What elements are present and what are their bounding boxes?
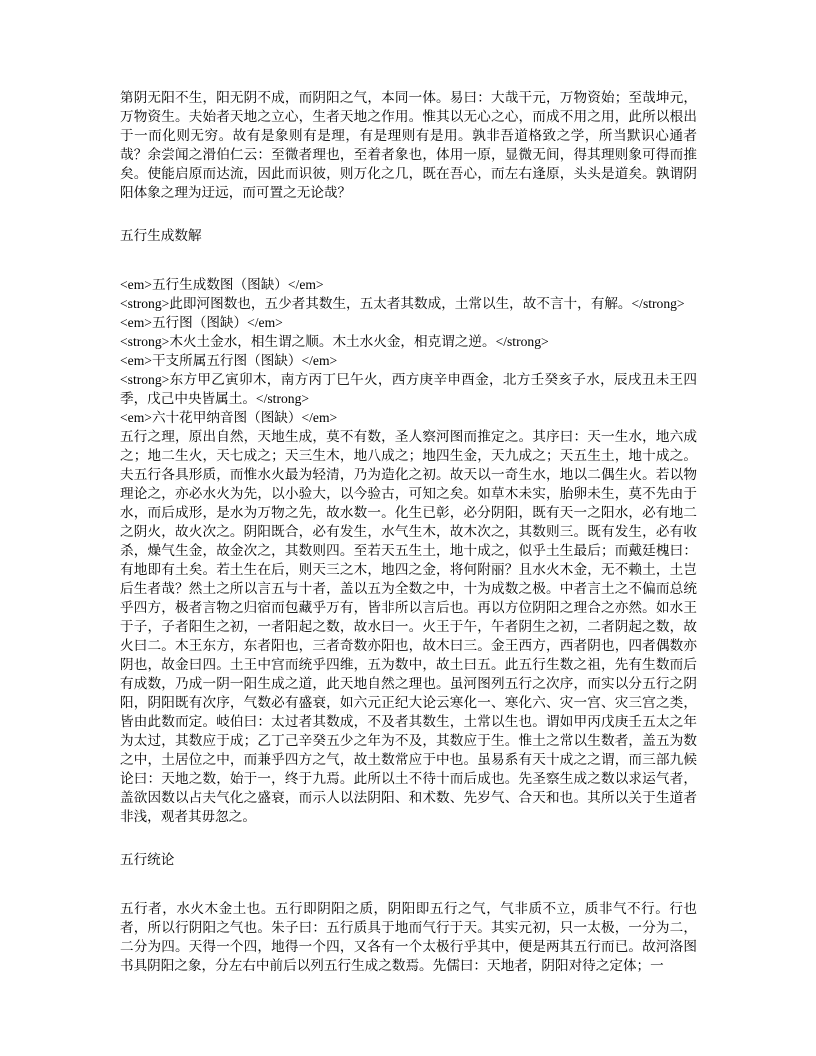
figure-caption-line: <em>五行生成数图（图缺）</em> bbox=[120, 277, 324, 292]
paragraph-wuxing-shengchengshu: 五行之理，原出自然，天地生成，莫不有数，圣人察河图而推定之。其序曰：天一生水，地六成之；地二生火，天七成之；天三生木，地八成之；地四生金，天九成之；天五生土，地十成之。夫五行各具形质，而惟水火最为轻清，乃为造化之初。故天以一奇生水，地以二偶生火。若以物理论之，亦必水火为先，以小验大，以今验古，可知之矣。如草木未实，胎卵未生，莫不先由于水，而后成形，是水为万物之先，故水数一。化生已彰，必分阴阳，既有天一之阳水，必有地二之阴火，故火次之。阴阳既合，必有发生，水气生木，故木次之，其数则三。既有发生，必有收杀，燥气生金，故金次之，其数则四。至若天五生土，地十成之，似乎土生最后；而戴廷槐曰：有地即有土矣。若土生在后，则天三之木，地四之金，将何附丽？且水火木金，无不赖土，土岂后生者哉？然土之所以言五与十者，盖以五为全数之中，十为成数之极。中者言土之不偏而总统乎四方，极者言物之归宿而包藏乎万有，皆非所以言后也。再以方位阴阳之理合之亦然。如水王于子，子者阳生之初，一者阳起之数，故水曰一。火王于午，午者阴生之初，二者阴起之数，故火曰二。木王东方，东者阳也，三者奇数亦阳也，故木曰三。金王西方，西者阴也，四者偶数亦阴也，故金曰四。土王中宫而统乎四维，五为数中，故土曰五。此五行生数之祖，先有生数而后有成数，乃成一阴一阳生成之道，此天地自然之理也。虽河图列五行之次序，而实以分五行之阴阳，阴阳既有次序，气数必有盛衰，如六元正纪大论云寒化一、寒化六、灾一宫、灾三宫之类，皆由此数而定。岐伯曰：太过者其数成，不及者其数生，土常以生也。谓如甲丙戊庚壬五太之年为太过，其数应于成；乙丁己辛癸五少之年为不及，其数应于生。惟土之常以生数者，盖五为数之中，土居位之中，而兼乎四方之气，故土数常应于中也。虽易系有天十成之之谓，而三部九候论曰：天地之数，始于一，终于九焉。此所以土不待十而后成也。先圣察生成之数以求运气者，盖欲因数以占夫气化之盛衰，而示人以法阴阳、和术数、先岁气、合天和也。其所以关于生道者非浅，观者其毋忽之。 bbox=[120, 429, 697, 824]
figure-caption-line: <em>干支所属五行图（图缺）</em> bbox=[120, 353, 338, 368]
figure-caption-line: <em>五行图（图缺）</em> bbox=[120, 315, 283, 330]
section-heading-wuxing-tonglun: 五行统论 bbox=[120, 852, 175, 867]
paragraph-wuxing-tonglun: 五行者，水火木金土也。五行即阴阳之质，阴阳即五行之气，气非质不立，质非气不行。行也者，所以行阴阳之气也。朱子曰：五行质具于地而气行于天。其实元初，只一太极，一分为二，二分为四。天得一个四，地得一个四，又各有一个太极行乎其中，便是两其五行而已。故河洛图书具阴阳之象，分左右中前后以列五行生成之数焉。先儒曰：天地者，阴阳对待之定体；一 bbox=[120, 901, 697, 973]
figure-note-line: <strong>木火土金水，相生谓之顺。木土水火金，相克谓之逆。</strong> bbox=[120, 334, 549, 349]
figure-caption-line: <em>六十花甲纳音图（图缺）</em> bbox=[120, 410, 338, 425]
paragraph-yinyang-tixiang: 第阴无阳不生，阳无阴不成，而阴阳之气，本同一体。易曰：大哉干元，万物资始；至哉坤元，万物资生。夫始者天地之立心，生者天地之作用。惟其以无心之心，而成不用之用，此所以根出于一而化则无穷。故有是象则有是理，有是理则有是用。孰非吾道格致之学，所当默识心通者哉？余尝闻之滑伯仁云：至微者理也，至着者象也，体用一原，显微无间，得其理则象可得而推矣。使能启原而达流，因此而识彼，则万化之几，既在吾心，而左右逢原，头头是道矣。孰谓阴阳体象之理为迂远，而可置之无论哉？ bbox=[120, 90, 697, 200]
figure-note-line: <strong>此即河图数也，五少者其数生，五太者其数成，土常以生，故不言十，有解。</strong> bbox=[120, 296, 685, 311]
figure-note-line: <strong>东方甲乙寅卯木，南方丙丁巳午火，西方庚辛申酉金，北方壬癸亥子水，辰戌丑未王四季，戊己中央皆属土。</strong> bbox=[120, 372, 697, 406]
section-heading-wuxing-shengchengshu-jie: 五行生成数解 bbox=[120, 228, 202, 243]
